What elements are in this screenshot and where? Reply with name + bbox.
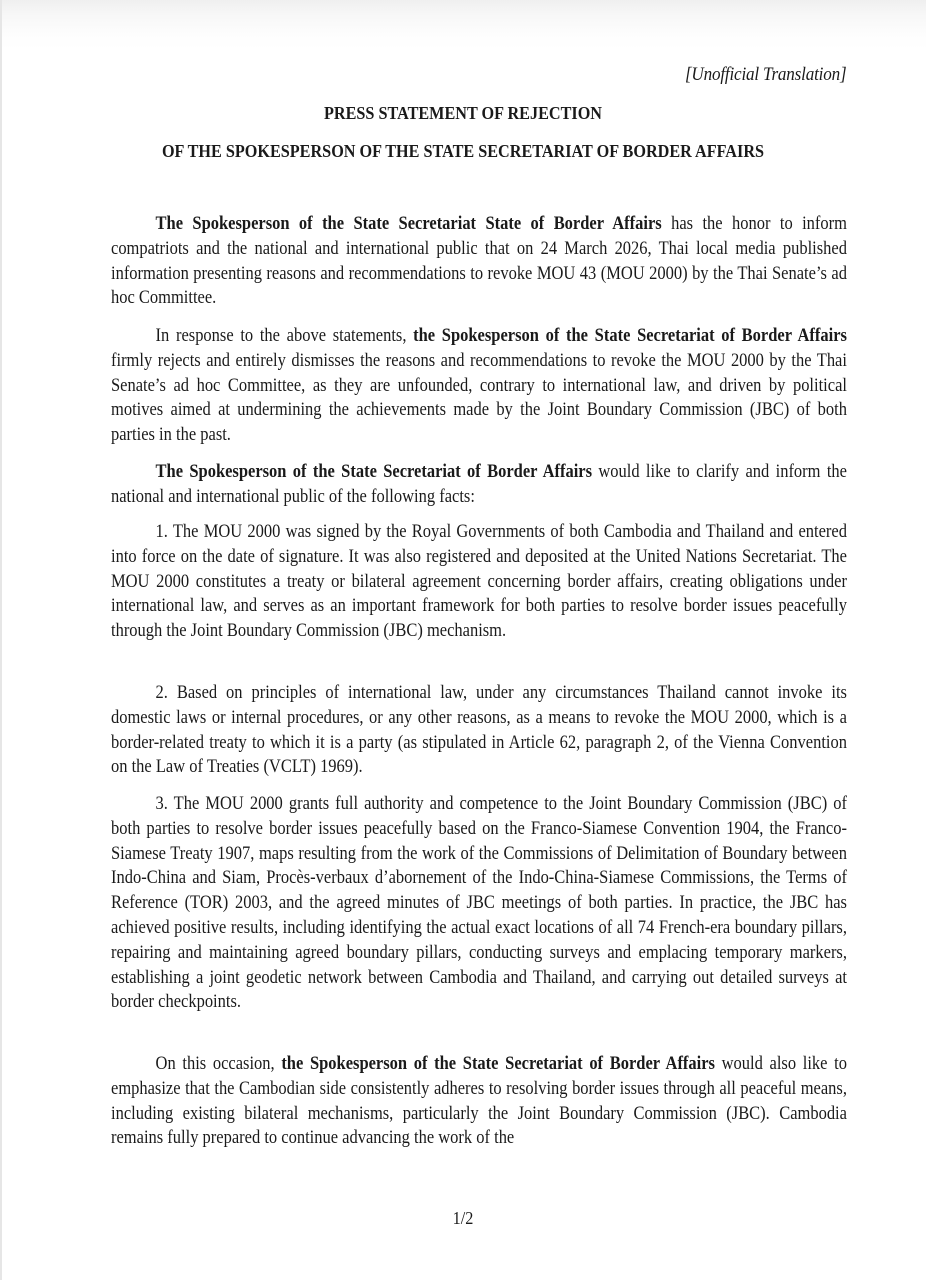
paragraph-text: would like to clarify and inform the national and international public of the following facts: xyxy=(111,462,847,507)
paragraph-fact-2 xyxy=(111,681,847,780)
paragraph-text: 3. The MOU 2000 grants full authority and competence to the Joint Boundary Commission (JBC) of both parties to resolve border issues peacefully based on the Franco-Siamese Convention 1904, the Franco-Siamese Treaty 1907, maps resulting from the work of the Commissions of Delimitation of Boundary between Indo-China and Siam, Procès-verbaux d’abornement of the Indo-China-Siamese Commissions, the Terms of Reference (TOR) 2003, and the agreed minutes of JBC meetings of both parties. In practice, the JBC has achieved positive results, including identifying the actual exact locations of all 74 French-era boundary pillars, repairing and maintaining agreed boundary pillars, conducting surveys and emplacing temporary markers, establishing a joint geodetic network between Cambodia and Thailand, and carrying out detailed surveys at border checkpoints. xyxy=(111,794,847,1013)
bold-lead: The Spokesperson of the State Secretariat State of Border Affairs xyxy=(155,214,662,234)
paragraph-fact-1 xyxy=(111,520,847,644)
bold-lead: The Spokesperson of the State Secretariat of Border Affairs xyxy=(155,462,593,482)
paragraph-intro xyxy=(111,212,847,311)
bold-phrase: the Spokesperson of the State Secretariat of Border Affairs xyxy=(281,1054,715,1074)
page-edge xyxy=(0,0,2,1280)
paragraph-text: has the honor to inform compatriots and the national and international public that on 24 March 2026, Thai local media published information presenting reasons and recommendations to revoke MOU 43 (MOU 2000) by the Thai Senate’s ad hoc Committee. xyxy=(111,214,847,309)
paragraph-clarify xyxy=(111,460,847,510)
bold-phrase: the Spokesperson of the State Secretariat of Border Affairs xyxy=(413,326,847,346)
translation-note: [Unofficial Translation] xyxy=(684,64,846,85)
paragraph-pre: On this occasion, xyxy=(155,1054,282,1074)
paragraph-text: 2. Based on principles of international law, under any circumstances Thailand cannot invoke its domestic laws or internal procedures, or any other reasons, as a means to revoke the MOU 2000, which is a border-related treaty to which it is a party (as stipulated in Article 62, paragraph 2, of the Vienna Convention on the Law of Treaties (VCLT) 1969). xyxy=(111,683,847,778)
document-title-line-2: OF THE SPOKESPERSON OF THE STATE SECRETARIAT OF BORDER AFFAIRS xyxy=(161,141,765,161)
page-number: 1/2 xyxy=(452,1208,474,1228)
paragraph-pre: In response to the above statements, xyxy=(155,326,414,346)
document-title-line-1: PRESS STATEMENT OF REJECTION xyxy=(323,103,603,123)
paragraph-text: 1. The MOU 2000 was signed by the Royal Governments of both Cambodia and Thailand and entered into force on the date of signature. It was also registered and deposited at the United Nations Secretariat. The MOU 2000 constitutes a treaty or bilateral agreement concerning border affairs, creating obligations under international law, and serves as an important framework for both parties to resolve border issues peacefully through the Joint Boundary Commission (JBC) mechanism. xyxy=(111,522,847,642)
paragraph-fact-3 xyxy=(111,792,847,1015)
paragraph-post: would also like to emphasize that the Cambodian side consistently adheres to resolving border issues through all peaceful means, including existing bilateral mechanisms, particularly the Joint Boundary Commission (JBC). Cambodia remains fully prepared to continue advancing the work of the xyxy=(111,1054,847,1149)
paragraph-closing xyxy=(111,1052,847,1151)
paragraph-response xyxy=(111,324,847,448)
paragraph-post: firmly rejects and entirely dismisses the reasons and recommendations to revoke the MOU 2000 by the Thai Senate’s ad hoc Committee, as they are unfounded, contrary to international law, and driven by political motives aimed at undermining the achievements made by the Joint Boundary Commission (JBC) of both parties in the past. xyxy=(111,350,847,446)
